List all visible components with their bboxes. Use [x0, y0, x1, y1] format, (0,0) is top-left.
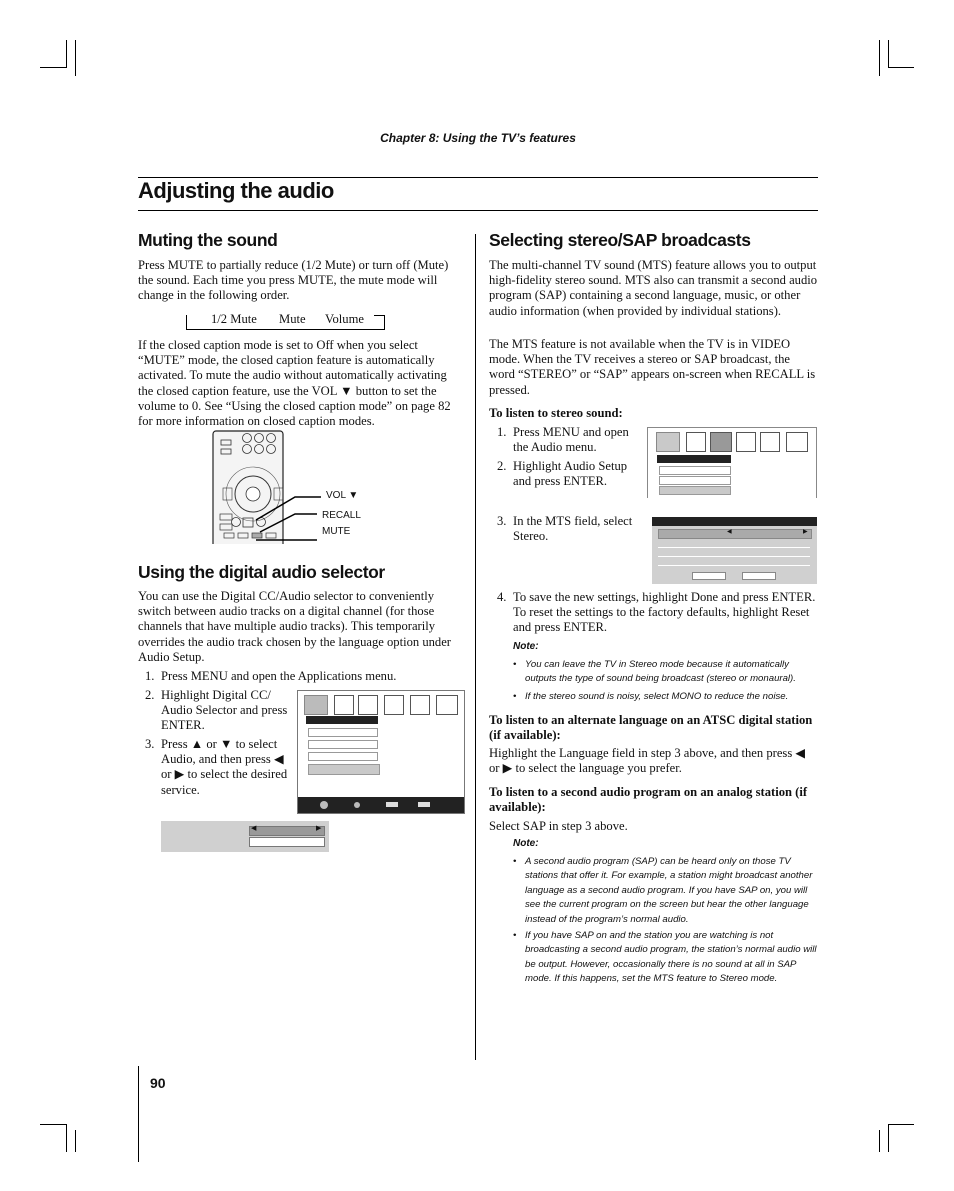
- crop-mark: [66, 40, 67, 68]
- alt-language-para: Highlight the Language field in step 3 above, and then press ◀ or ▶ to select the language you prefer.: [489, 746, 806, 776]
- audio-selector-screenshot: [161, 821, 329, 852]
- setup-row: [658, 540, 810, 548]
- muting-para2: If the closed caption mode is set to Off when you select “MUTE” mode, the closed caption feature is automatically activated. To mute the audio without automatically activating the closed caption feature, use the VOL ▼ button to set the volume to 0. See “Using the closed caption mode” on page 82 for more information on closed caption modes.: [138, 338, 451, 429]
- footer-button: [418, 802, 430, 807]
- menu-row: [659, 476, 731, 485]
- stereo-para1: The multi-channel TV sound (MTS) feature allows you to output high-fidelity stereo sound. MTS also can transmit a second audio program (SAP) containing a second language, music, or other audio information (when provided by individual stations).: [489, 258, 818, 318]
- step-number: 3.: [145, 737, 155, 751]
- setup-row: [658, 558, 810, 566]
- step-number: 1.: [497, 425, 507, 439]
- cycle-item: Volume: [325, 312, 364, 326]
- note-item: [513, 855, 819, 927]
- crop-mark: [75, 40, 76, 76]
- menu-title-bar: [657, 455, 731, 463]
- lock-icon: [410, 695, 430, 715]
- mute-cycle-diagram: [186, 311, 386, 333]
- note-text: You can leave the TV in Stereo mode because it automatically outputs the type of sound being broadcast (stereo or monaural).: [525, 659, 796, 685]
- note-item: [513, 929, 819, 987]
- menu-icon: [736, 432, 756, 452]
- callout-vol-down: VOL ▼: [326, 490, 359, 501]
- cycle-item: 1/2 Mute: [211, 312, 257, 326]
- menu-footer: [298, 797, 464, 813]
- crop-mark: [75, 1130, 76, 1152]
- step-number: 4.: [497, 590, 507, 604]
- note-text: If you have SAP on and the station you are watching is not broadcasting a second audio program, the station’s normal audio will be output. However, occasionally there is no sound at all in SAP mode. If this happens, set the MTS feature to Stereo mode.: [525, 930, 817, 985]
- stereo-para2: The MTS feature is not available when the TV is in VIDEO mode. When the TV receives a stereo or SAP broadcast, the word “STEREO” or “SAP” appears on-screen when RECALL is pressed.: [489, 337, 816, 397]
- cycle-top-tick: [374, 315, 384, 316]
- muting-intro: Press MUTE to partially reduce (1/2 Mute) or turn off (Mute) the sound. Each time you press MUTE, the mute mode will change in the following order.: [138, 258, 449, 303]
- menu-icon: [436, 695, 458, 715]
- stereo-subheading: To listen to stereo sound:: [489, 406, 623, 420]
- setup-title-bar: [652, 517, 817, 526]
- crop-mark: [888, 67, 914, 68]
- page-number-rule: [138, 1066, 139, 1162]
- selector-bar: [249, 826, 325, 836]
- step-text: Press MENU and open the Applications menu.: [161, 669, 397, 683]
- music-note-icon: [710, 432, 732, 452]
- reset-button: [742, 572, 776, 580]
- crop-mark: [40, 1124, 66, 1125]
- menu-row-highlighted: [659, 486, 731, 495]
- step-text: Press ▲ or ▼ to select Audio, and then press ◀ or ▶ to select the desired service.: [161, 737, 288, 797]
- step-text: Press MENU and open the Audio menu.: [513, 425, 629, 455]
- cycle-bottom-line: [186, 329, 385, 330]
- chapter-header: Chapter 8: Using the TV’s features: [380, 131, 576, 145]
- stereo-step: [497, 459, 637, 489]
- menu-icon: [304, 695, 328, 715]
- step-number: 2.: [497, 459, 507, 473]
- bullet-icon: •: [513, 659, 517, 670]
- menu-icon: [786, 432, 808, 452]
- note-label: Note:: [513, 641, 539, 652]
- cycle-right-bracket: [384, 315, 385, 329]
- footer-button: [320, 801, 328, 809]
- step-text: Highlight Audio Setup and press ENTER.: [513, 459, 628, 489]
- page-title: Adjusting the audio: [138, 178, 334, 203]
- menu-row-highlighted: [308, 764, 380, 775]
- setup-row: [658, 549, 810, 557]
- crop-mark: [879, 40, 880, 76]
- menu-icon: [334, 695, 354, 715]
- menu-row: [308, 740, 378, 749]
- audio-setup-screenshot: [652, 517, 817, 584]
- step-number: 1.: [145, 669, 155, 683]
- cycle-left-bracket: [186, 315, 187, 329]
- menu-icon: [656, 432, 680, 452]
- note-item: [513, 658, 817, 687]
- title-rule-bottom: [138, 210, 818, 211]
- step-text: In the MTS field, select Stereo.: [513, 514, 633, 544]
- crop-mark: [888, 40, 889, 68]
- stereo-step: [497, 425, 637, 455]
- selector-row: [249, 837, 325, 847]
- digital-step: [145, 737, 293, 797]
- footer-button: [386, 802, 398, 807]
- setup-row-highlighted: [658, 529, 812, 539]
- stereo-step: [497, 590, 819, 635]
- page-number: 90: [150, 1075, 166, 1091]
- step-text: Highlight Digital CC/ Audio Selector and press ENTER.: [161, 688, 288, 733]
- crop-mark: [888, 1124, 914, 1125]
- step-text: To save the new settings, highlight Done and press ENTER. To reset the settings to the factory defaults, highlight Reset and press ENTER.: [513, 590, 816, 635]
- audio-menu-screenshot: [647, 427, 817, 498]
- right-arrow-icon: ▶: [803, 529, 808, 535]
- note-text: A second audio program (SAP) can be heard only on those TV stations that offer it. For example, a station might broadcast another language as a second audio program. If you have SAP on, you will see the current program on the screen but hear the other language instead of the program’s normal audio.: [525, 856, 813, 925]
- callout-mute: MUTE: [322, 526, 351, 537]
- left-arrow-icon: ◀: [251, 825, 257, 832]
- menu-icon-bar: [304, 694, 458, 714]
- note-text: If the stereo sound is noisy, select MONO to reduce the noise.: [525, 691, 789, 702]
- step-number: 3.: [497, 514, 507, 528]
- crop-mark: [879, 1130, 880, 1152]
- menu-icon: [384, 695, 404, 715]
- done-button: [692, 572, 726, 580]
- section-heading-stereo: Selecting stereo/SAP broadcasts: [489, 230, 751, 250]
- sap-para: Select SAP in step 3 above.: [489, 819, 628, 833]
- crop-mark: [66, 1124, 67, 1152]
- crop-mark: [40, 67, 66, 68]
- section-heading-digital: Using the digital audio selector: [138, 562, 385, 582]
- digital-intro: You can use the Digital CC/Audio selector to conveniently switch between audio tracks on a digital channel (for those channels that have multiple audio tracks). This temporarily overrides the audio track chosen by the language option under Audio Setup.: [138, 589, 451, 664]
- note-item: [513, 690, 817, 704]
- lock-icon: [760, 432, 780, 452]
- section-heading-muting: Muting the sound: [138, 230, 278, 250]
- left-arrow-icon: ◀: [727, 529, 732, 535]
- menu-title-bar: [306, 716, 378, 724]
- crop-mark: [888, 1124, 889, 1152]
- remote-callout-lines: [255, 490, 325, 545]
- cycle-item: Mute: [279, 312, 306, 326]
- column-divider: [475, 234, 476, 1060]
- bullet-icon: •: [513, 691, 517, 702]
- stereo-step: [497, 514, 637, 544]
- digital-step: [145, 669, 455, 684]
- menu-row: [308, 752, 378, 761]
- footer-button: [354, 802, 360, 808]
- step-number: 2.: [145, 688, 155, 702]
- alt-language-subheading: To listen to an alternate language on an ATSC digital station (if available):: [489, 713, 813, 743]
- right-arrow-icon: ▶: [316, 825, 322, 832]
- sap-subheading: To listen to a second audio program on an analog station (if available):: [489, 785, 808, 815]
- menu-icon: [686, 432, 706, 452]
- callout-recall: RECALL: [322, 510, 361, 521]
- menu-row: [659, 466, 731, 475]
- digital-step: [145, 688, 293, 733]
- applications-menu-screenshot: [297, 690, 465, 814]
- bullet-icon: •: [513, 930, 517, 941]
- menu-icon: [358, 695, 378, 715]
- menu-row: [308, 728, 378, 737]
- bullet-icon: •: [513, 856, 517, 867]
- note-label: Note:: [513, 838, 539, 849]
